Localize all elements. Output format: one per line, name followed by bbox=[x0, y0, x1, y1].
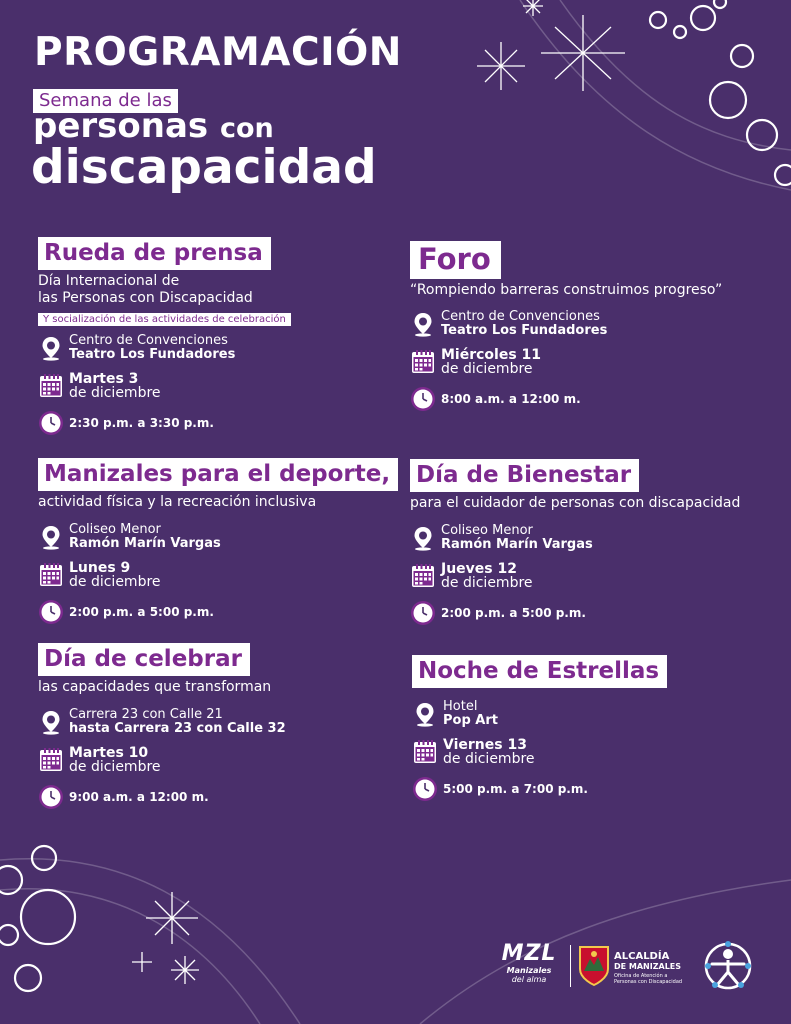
event-note: Y socialización de las actividades de celebración bbox=[38, 313, 291, 326]
event-date bbox=[38, 746, 286, 774]
event-place: Coliseo Menor bbox=[69, 522, 161, 537]
location-pin-icon bbox=[412, 701, 438, 727]
calendar-icon bbox=[410, 349, 436, 375]
headline-word-personas: personas bbox=[33, 106, 209, 146]
headline-line-2: discapacidad bbox=[31, 140, 377, 195]
event-dia-de-celebrar bbox=[38, 643, 286, 810]
event-place: Centro de Convenciones bbox=[441, 309, 600, 324]
event-date bbox=[38, 561, 398, 589]
mzl-logo bbox=[494, 942, 564, 984]
subtitle-pill: Semana de las bbox=[33, 89, 178, 113]
clock-icon bbox=[410, 600, 436, 626]
event-place-name: Teatro Los Fundadores bbox=[69, 347, 236, 362]
event-location bbox=[38, 334, 291, 362]
calendar-icon bbox=[38, 373, 64, 399]
office-line-2: Personas con Discapacidad bbox=[614, 979, 683, 985]
alcaldia-line-1: ALCALDÍA bbox=[614, 951, 670, 962]
event-place-name: hasta Carrera 23 con Calle 32 bbox=[69, 721, 286, 736]
event-day: Viernes 13 bbox=[443, 737, 527, 753]
bubble-cluster-bottom bbox=[0, 846, 75, 991]
location-pin-icon bbox=[38, 335, 64, 361]
event-time-text: 2:00 p.m. a 5:00 p.m. bbox=[441, 606, 586, 620]
location-pin-icon bbox=[410, 311, 436, 337]
event-time bbox=[410, 600, 740, 626]
event-day: Miércoles 11 bbox=[441, 347, 542, 363]
event-date bbox=[38, 372, 291, 400]
calendar-icon bbox=[38, 562, 64, 588]
location-pin-icon bbox=[38, 524, 64, 550]
event-month: de diciembre bbox=[441, 575, 533, 591]
event-time-text: 5:00 p.m. a 7:00 p.m. bbox=[443, 782, 588, 796]
event-time-text: 9:00 a.m. a 12:00 m. bbox=[69, 790, 209, 804]
event-place: Centro de Convenciones bbox=[69, 333, 228, 348]
location-pin-icon bbox=[410, 525, 436, 551]
event-location bbox=[410, 310, 722, 338]
event-subtitle-line: las Personas con Discapacidad bbox=[38, 290, 253, 306]
clock-icon bbox=[38, 410, 64, 436]
clock-icon bbox=[412, 776, 438, 802]
office-line-1: Oficina de Atención a bbox=[614, 973, 668, 979]
event-location bbox=[412, 700, 667, 728]
event-location bbox=[38, 523, 398, 551]
event-manizales-deporte bbox=[38, 458, 398, 625]
event-dia-de-bienestar bbox=[410, 459, 740, 626]
event-subtitle-line: Día Internacional de bbox=[38, 273, 180, 289]
event-time bbox=[38, 410, 291, 436]
event-time bbox=[38, 784, 286, 810]
calendar-icon bbox=[38, 747, 64, 773]
event-noche-de-estrellas bbox=[412, 655, 667, 802]
alcaldia-logo-text bbox=[614, 951, 682, 985]
event-time-text: 8:00 a.m. a 12:00 m. bbox=[441, 392, 581, 406]
event-place-name: Teatro Los Fundadores bbox=[441, 323, 608, 338]
event-date bbox=[412, 738, 667, 766]
event-date bbox=[410, 562, 740, 590]
event-place-name: Ramón Marín Vargas bbox=[441, 537, 593, 552]
page-title: PROGRAMACIÓN bbox=[34, 30, 402, 75]
event-place-name: Ramón Marín Vargas bbox=[69, 536, 221, 551]
event-title: Noche de Estrellas bbox=[412, 655, 667, 688]
event-subtitle: las capacidades que transforman bbox=[38, 679, 272, 695]
event-date bbox=[410, 348, 722, 376]
event-month: de diciembre bbox=[69, 759, 161, 775]
calendar-icon bbox=[410, 563, 436, 589]
event-place: Carrera 23 con Calle 21 bbox=[69, 707, 223, 722]
location-pin-icon bbox=[38, 709, 64, 735]
event-day: Martes 3 bbox=[69, 371, 139, 387]
event-month: de diciembre bbox=[69, 574, 161, 590]
event-day: Martes 10 bbox=[69, 745, 149, 761]
bubble-cluster-top bbox=[650, 0, 791, 185]
event-time bbox=[412, 776, 667, 802]
event-subtitle: actividad física y la recreación inclusiva bbox=[38, 494, 317, 510]
logo-divider bbox=[570, 945, 571, 987]
event-time-text: 2:30 p.m. a 3:30 p.m. bbox=[69, 416, 214, 430]
mzl-logo-line-1: Manizales bbox=[506, 966, 552, 975]
event-time bbox=[38, 599, 398, 625]
inclusion-person-icon bbox=[702, 940, 754, 992]
coat-of-arms-icon bbox=[578, 945, 610, 987]
event-time bbox=[410, 386, 722, 412]
event-location bbox=[38, 708, 286, 736]
event-title: Día de celebrar bbox=[38, 643, 250, 676]
event-subtitle bbox=[38, 273, 291, 307]
event-month: de diciembre bbox=[69, 385, 161, 401]
clock-icon bbox=[410, 386, 436, 412]
event-subtitle: “Rompiendo barreras construimos progreso” bbox=[410, 282, 723, 298]
event-location bbox=[410, 524, 740, 552]
event-title: Manizales para el deporte, bbox=[38, 458, 398, 491]
event-title: Rueda de prensa bbox=[38, 237, 271, 270]
event-month: de diciembre bbox=[441, 361, 533, 377]
event-time-text: 2:00 p.m. a 5:00 p.m. bbox=[69, 605, 214, 619]
calendar-icon bbox=[412, 739, 438, 765]
event-place: Hotel bbox=[443, 699, 478, 714]
alcaldia-line-2: DE MANIZALES bbox=[614, 962, 682, 971]
event-rueda-de-prensa bbox=[38, 237, 291, 436]
mzl-logo-line-2: del alma bbox=[511, 975, 547, 984]
clock-icon bbox=[38, 784, 64, 810]
mzl-logo-mark: MZL bbox=[501, 941, 557, 966]
headline-word-con: con bbox=[220, 113, 274, 144]
event-subtitle: para el cuidador de personas con discapacidad bbox=[410, 495, 741, 511]
event-title: Foro bbox=[410, 241, 501, 279]
event-title: Día de Bienestar bbox=[410, 459, 639, 492]
event-foro bbox=[410, 241, 722, 412]
clock-icon bbox=[38, 599, 64, 625]
event-place-name: Pop Art bbox=[443, 713, 498, 728]
event-day: Jueves 12 bbox=[441, 561, 517, 577]
event-day: Lunes 9 bbox=[69, 560, 131, 576]
event-month: de diciembre bbox=[443, 751, 535, 767]
event-place: Coliseo Menor bbox=[441, 523, 533, 538]
